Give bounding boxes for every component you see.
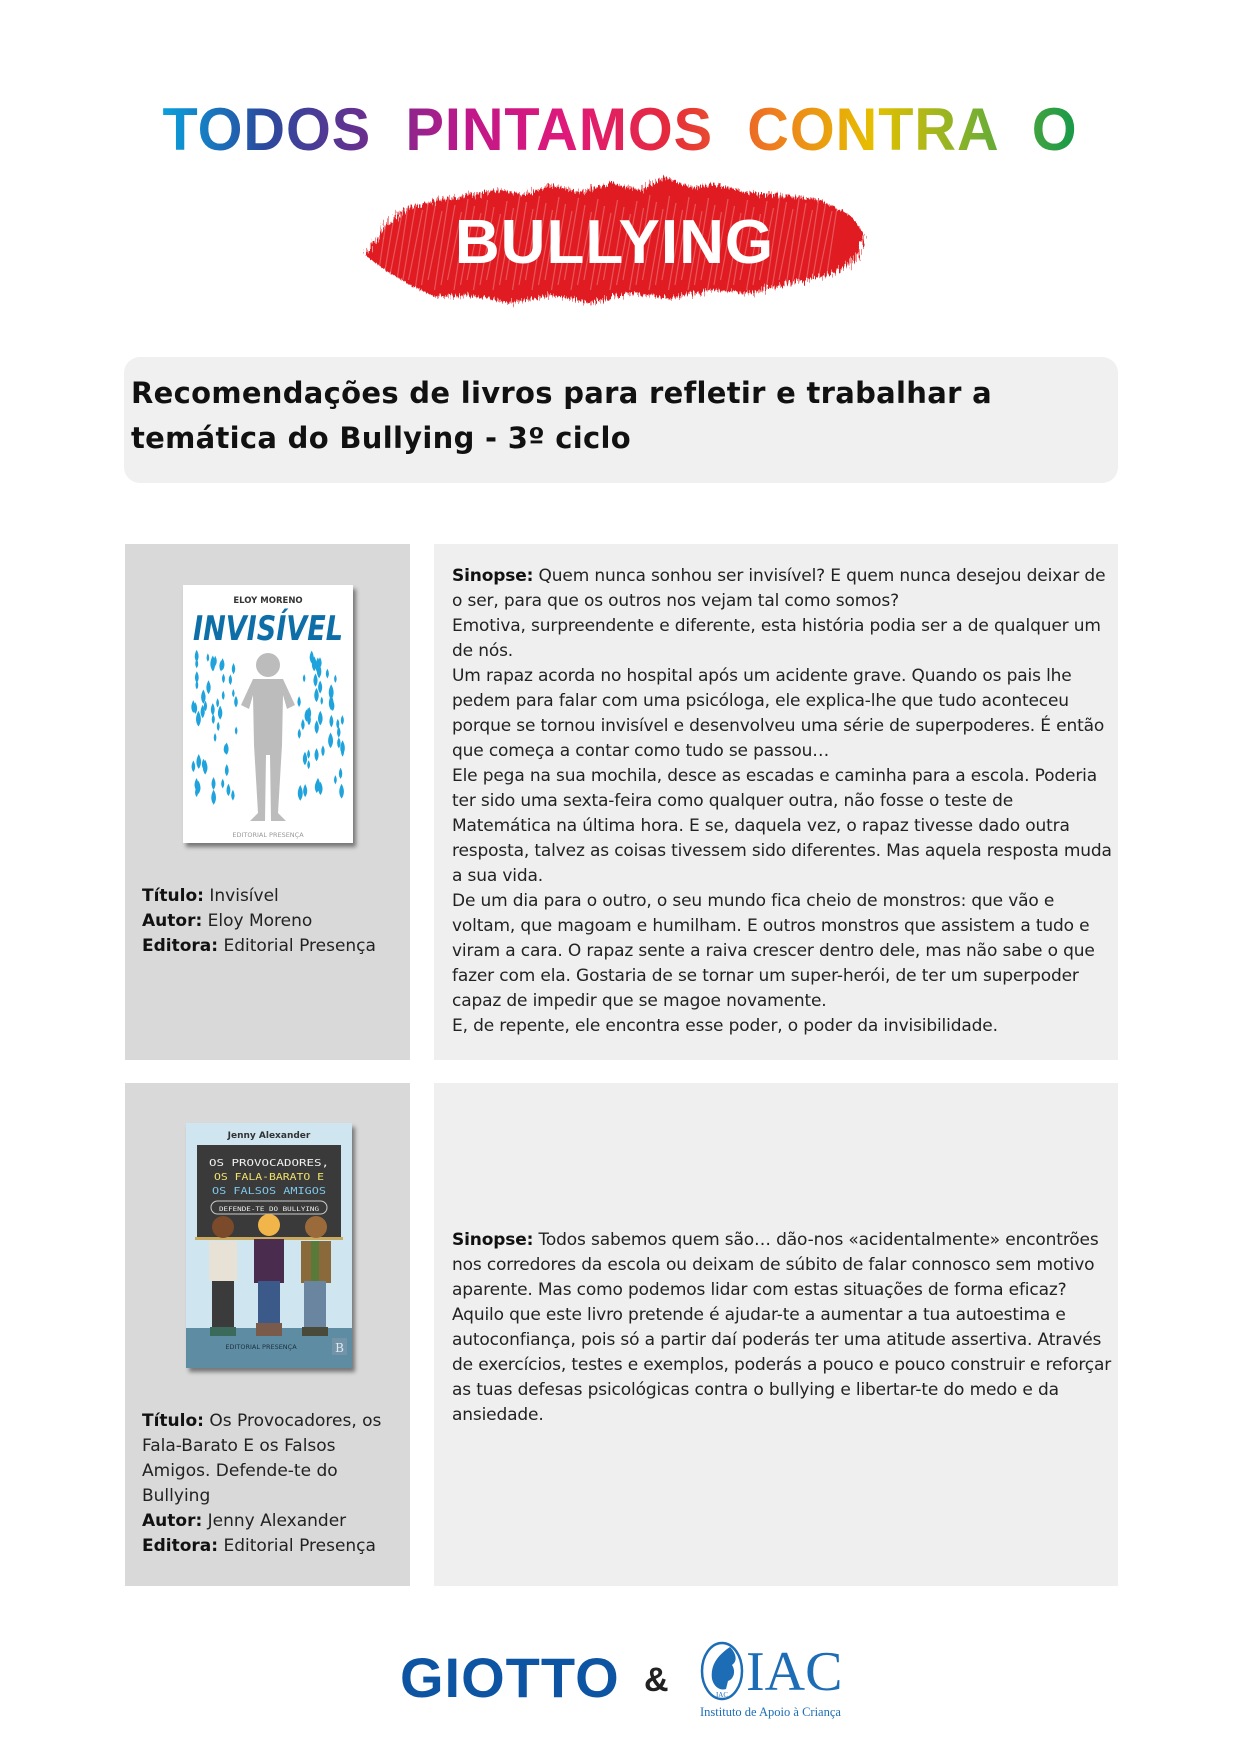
raindrop [334,675,337,683]
raindrop [225,764,229,776]
title-label: Título: [142,1411,204,1431]
giotto-logo: GIOTTO [400,1646,620,1709]
book-2-synopsis-text: Todos sabemos quem são… dão-nos «acidentalmente» encontrões nos corredores da escola ou deixam de súbito de falar connosco sem motivo aparente. Mas como podemos lidar com estas situações de forma eficaz? Aquilo que este livro pretende é ajudar-te a aumentar a tua autoestima e autoconfiança, pois só a partir daí poderás ter uma atitude assertiva. Através de exercícios, testes e exemplos, poderás a pouco e pouco construir e reforçar as tuas defesas psicológicas contra o bullying e libertar-te do medo e da ansiedade. [452,1230,1112,1425]
synopsis-label: Sinopse: [452,566,534,586]
book-2-author-row [142,1509,382,1534]
iac-emblem-text: IAC [715,1691,729,1699]
heading-box [124,357,1118,483]
synopsis-label: Sinopse: [452,1230,534,1250]
publisher-label: Editora: [142,1536,219,1556]
raindrop [329,715,333,727]
raindrop [222,674,225,684]
book-1-author-row [142,909,402,934]
book-2-info-panel [125,1083,410,1586]
raindrop [226,784,230,796]
page-heading [131,371,1091,461]
book-2-publisher-row [142,1534,382,1559]
book-1-synopsis-panel [434,544,1118,1060]
raindrop [318,711,323,726]
raindrop [318,681,322,694]
raindrop [303,674,306,682]
boy-silhouette [241,653,295,821]
book-2-cover-title-2: OS FALA-BARATO E [214,1172,324,1183]
raindrop [212,777,216,790]
raindrop [192,760,196,772]
book-1-publisher: Editorial Presença [223,936,376,956]
book-2-title-row [142,1409,382,1509]
book-1-synopsis-paragraph: Um rapaz acorda no hospital após um acidente grave. Quando os pais lhe pedem para falar com uma psicóloga, ele explica-lhe que tudo aconteceu porque se tornou invisível e desenvolveu uma série de superpoderes. É então que começa a contar como tudo se passou… [452,666,1105,761]
book-2-cover-subtitle: DEFENDE-TE DO BULLYING [219,1205,320,1213]
raindrop [196,754,201,769]
book-1-synopsis-paragraph: Ele pega na sua mochila, desce as escadas e caminha para a escola. Poderia ter sido uma sexta-feira como qualquer outra, não fosse o teste de Matemática na última hora. E se, daquela vez, o rapaz tivesse dado outra resposta, talvez as coisas tivessem sido diferentes. Mas aquela resposta muda a sua vida. [452,766,1112,886]
book-1-cover-publisher: EDITORIAL PRESENÇA [232,831,304,839]
bullying-word: BULLYING [454,208,775,277]
book-1-synopsis-paragraph: De um dia para o outro, o seu mundo fica cheio de monstros: que vão e voltam, que magoam e humilham. E outros monstros que assistem a tudo e viram a cara. O rapaz sente a raiva crescer dentro dele, mas não sabe o que fazer com ela. Gostaria de se tornar um super-herói, de ter um superpoder capaz de impedir que se magoe novamente. [452,891,1095,1011]
raindrop [303,752,307,766]
raindrop [231,790,234,801]
raindrop [307,760,310,769]
title-word-4: O [1031,96,1080,163]
raindrop [337,737,340,748]
publisher-label: Editora: [142,936,219,956]
book-2-cover-publisher: EDITORIAL PRESENÇA [225,1343,297,1351]
raindrop [234,696,238,708]
book-2-metadata [142,1409,382,1559]
heading-line-1: Recomendações de livros para refletir e trabalhar a [131,376,992,410]
book-1-cover-art [183,585,382,843]
author-label: Autor: [142,911,203,931]
three-boys-illustration [209,1214,331,1336]
book-2-author: Jenny Alexander [207,1511,347,1531]
raindrop [339,784,344,799]
raindrop [195,680,198,689]
book-2-publisher: Editorial Presença [223,1536,376,1556]
title-word-3: CONTRA [747,96,1008,163]
raindrop [313,673,317,686]
heading-line-2: temática do Bullying - 3º ciclo [131,421,631,455]
raindrop [211,703,215,715]
book-2-synopsis [452,1228,1112,1428]
raindrop [222,691,225,700]
raindrop [232,663,236,674]
book-2-cover-author: Jenny Alexander [227,1131,311,1141]
raindrop [217,722,220,731]
raindrop [334,775,337,784]
raindrop [298,728,301,738]
raindrop [301,719,305,730]
raindrop [307,749,310,758]
raindrop [314,748,318,761]
svg-text:TODOS PINTAMOS CON [163,96,1078,163]
book-2-cover-title-3: OS FALSOS AMIGOS [212,1186,326,1197]
raindrop [341,715,344,725]
raindrop [216,698,219,707]
raindrop [314,688,318,702]
raindrop [235,726,238,734]
book-1-synopsis-paragraph: E, de repente, ele encontra esse poder, o poder da invisibilidade. [452,1016,998,1036]
book-2-cover-badge: B [335,1341,344,1355]
raindrop [298,785,303,801]
raindrop [207,653,210,661]
book-1-author: Eloy Moreno [207,911,313,931]
campaign-title-graphic [150,96,1091,163]
ampersand: & [644,1661,669,1699]
book-1-title-row [142,884,402,909]
raindrop [339,768,343,779]
book-1-synopsis-intro: Quem nunca sonhou ser invisível? E quem nunca desejou deixar de o ser, para que os outros nos vejam tal como somos? [452,566,1106,611]
raindrop [196,711,201,727]
book-1-cover [183,585,382,843]
iac-logo-text: IAC [746,1641,843,1703]
raindrop [297,696,300,707]
book-1-cover-title: INVISÍVEL [193,609,382,649]
book-2-cover-title-1: OS PROVOCADORES, [209,1158,329,1169]
author-label: Autor: [142,1511,203,1531]
raindrop [218,706,222,720]
title-word-2: PINTAMOS [405,96,726,163]
iac-emblem-icon [700,1641,744,1703]
raindrop [321,745,324,756]
iac-subtitle: Instituto de Apoio à Criança [700,1705,841,1719]
book-2-synopsis-panel [434,1083,1118,1586]
raindrop [326,669,329,679]
book-1-synopsis [452,564,1112,1039]
book-2-cover-art [186,1123,352,1368]
book-2-cover [186,1123,352,1368]
book-1-publisher-row [142,934,402,959]
raindrop [206,680,210,694]
raindrop [229,674,232,685]
title-label: Título: [142,886,204,906]
raindrop [328,732,333,748]
book-1-cover-author: ELOY MORENO [233,596,303,606]
book-1-metadata [142,884,402,959]
campaign-title [150,96,1091,163]
raindrop [320,697,323,705]
raindrop [303,784,307,797]
title-word-1: TODOS [162,96,380,163]
book-1-title: Invisível [209,886,279,906]
raindrop [211,790,216,805]
raindrop [214,733,217,742]
raindrop [315,720,319,734]
raindrop [232,689,235,697]
book-1-info-panel [125,544,410,1060]
raindrop [221,779,224,789]
raindrop [212,714,215,724]
book-2-title: Os Provocadores, os Fala-Barato E os Falsos Amigos. Defende-te do Bullying [142,1411,382,1506]
book-1-synopsis-paragraph: Emotiva, surpreendente e diferente, esta história podia ser a de qualquer um de nós. [452,616,1101,661]
